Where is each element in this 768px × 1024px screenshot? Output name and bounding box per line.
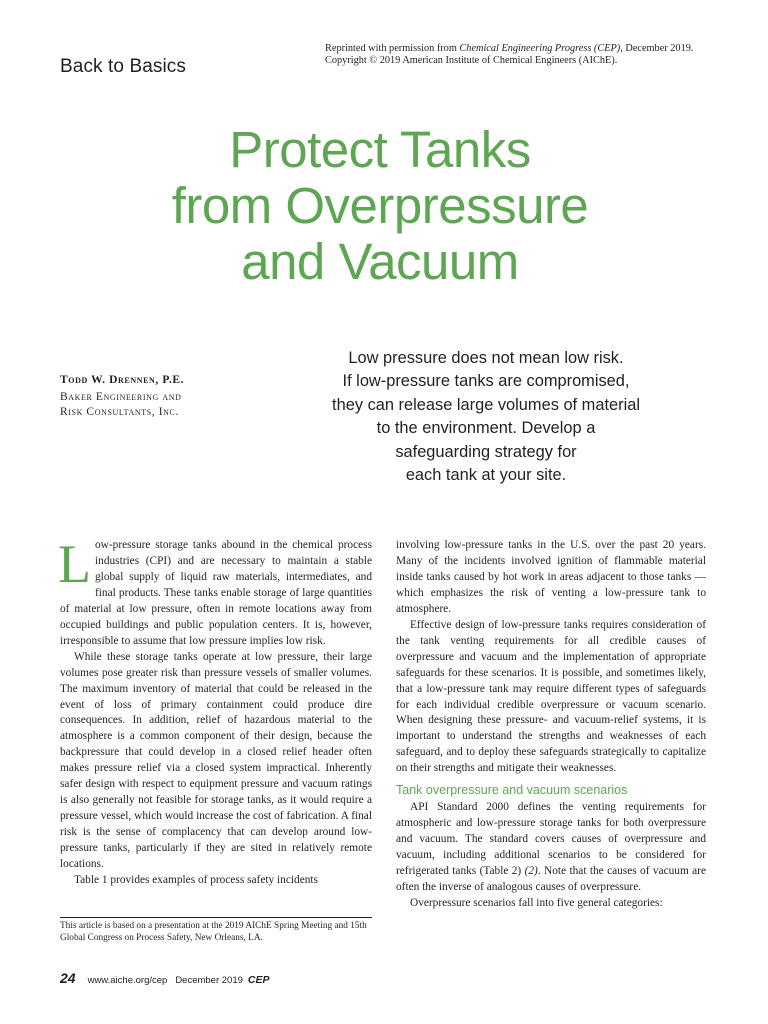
journal-name: Chemical Engineering Progress (CEP) — [459, 43, 621, 54]
body-column-right — [396, 538, 706, 912]
deck-line: If low-pressure tanks are compromised, — [342, 372, 630, 391]
author-affiliation — [60, 390, 181, 420]
copyright-line: Copyright © 2019 American Institute of Chemical Engineers (AIChE). — [325, 55, 618, 66]
deck-line: they can release large volumes of material — [332, 395, 640, 414]
deck-line: Low pressure does not mean low risk. — [348, 349, 624, 367]
page-footer — [60, 970, 270, 986]
body-paragraph: Table 1 provides examples of process safety incidents — [74, 874, 318, 887]
reference-citation: (2) — [524, 865, 538, 878]
footnote: This article is based on a presentation at the 2019 AIChE Spring Meeting and 15th Global Congress on Process Safety, New Orleans, LA. — [60, 921, 367, 943]
drop-cap: L — [58, 534, 91, 594]
body-paragraph: Overpressure scenarios fall into five general categories: — [410, 896, 663, 909]
body-paragraph: Effective design of low-pressure tanks requires consideration of the tank venting requirements for all credible causes of overpressure and vacuum and the implementation of appropriate safeguards for these scenarios. It is possible, and sometimes likely, that a low-pressure tank may require different types of safeguards for each individual credible overpressure or vacuum scenario. When designing these pressure- and vacuum-relief systems, it is important to understand the strengths and weaknesses of each safeguard, and to deploy these safeguards strategically to capitalize on their strengths and mitigate their weaknesses. — [396, 618, 706, 775]
title-line: Protect Tanks — [229, 121, 531, 178]
article-deck — [300, 347, 672, 487]
paragraph-text: . Note that the causes of vacuum are often the inverse of analogous causes of overpressure. — [396, 865, 706, 894]
paragraph-text: API Standard 2000 defines the venting requirements for atmospheric and low-pressure storage tanks for both overpressure and vacuum. The standard covers causes of overpressure and vacuum, including additional scenarios to be considered for refrigerated tanks (Table 2) — [396, 801, 706, 878]
body-column-left — [58, 534, 372, 889]
article-title — [60, 122, 700, 290]
footer-url: www.aiche.org/cep — [87, 975, 168, 986]
section-label: Back to Basics — [60, 56, 187, 77]
footer-publication: CEP — [247, 974, 270, 986]
body-paragraph: involving low-pressure tanks in the U.S. over the past 20 years. Many of the incidents involved ignition of flammable material inside tanks caused by hot work in areas adjacent to those tanks — which emphasizes the risk of venting a low-pressure tank to atmosphere. — [396, 539, 706, 615]
section-subhead: Tank overpressure and vacuum scenarios — [396, 783, 628, 798]
title-line: from Overpressure — [171, 177, 589, 234]
body-paragraph: While these storage tanks operate at low pressure, their large volumes pose greater risk than pressure vessels of smaller volumes. The maximum inventory of material that could be released in the event of loss of primary containment could produce dire consequences. In addition, relief of hazardous material to the atmosphere is a common component of their design, because the backpressure that could develop in a closed relief header often makes pressure relief via a closed system impractical. Inherently safer design with respect to equipment pressure and vacuum ratings is also generally not feasible for storage tanks, as it would require a pressure vessel, which would increase the cost of fabrication. A final risk is the sense of complacency that can develop around low-pressure tanks, particularly if they are sited in relatively remote locations. — [60, 650, 372, 871]
reprint-prefix: Reprinted with permission from — [325, 43, 460, 54]
affiliation-line: Risk Consultants, Inc. — [60, 406, 179, 418]
title-line: and Vacuum — [241, 233, 519, 290]
body-paragraph — [58, 534, 372, 650]
page-number: 24 — [60, 970, 76, 986]
footnote-divider — [60, 917, 372, 918]
affiliation-line: Baker Engineering and — [60, 391, 182, 403]
deck-line: to the environment. Develop a — [376, 419, 596, 438]
reprint-notice — [325, 43, 745, 67]
reprint-line — [325, 43, 745, 55]
author-name: Todd W. Drennen, P.E. — [60, 374, 185, 386]
deck-line: each tank at your site. — [405, 466, 567, 485]
reprint-date: , December 2019. — [620, 43, 694, 54]
footer-date: December 2019 — [175, 975, 243, 986]
deck-line: safeguarding strategy for — [395, 442, 577, 461]
body-paragraph — [396, 800, 706, 896]
paragraph-text: ow-pressure storage tanks abound in the chemical process industries (CPI) and are necessary to maintain a stable global supply of liquid raw materials, intermediates, and final products. These tanks enable storage of large quantities of material at low pressure, often in remote locations away from occupied buildings and public population centers. It is, however, irresponsible to assume that low pressure implies low risk. — [60, 539, 372, 647]
